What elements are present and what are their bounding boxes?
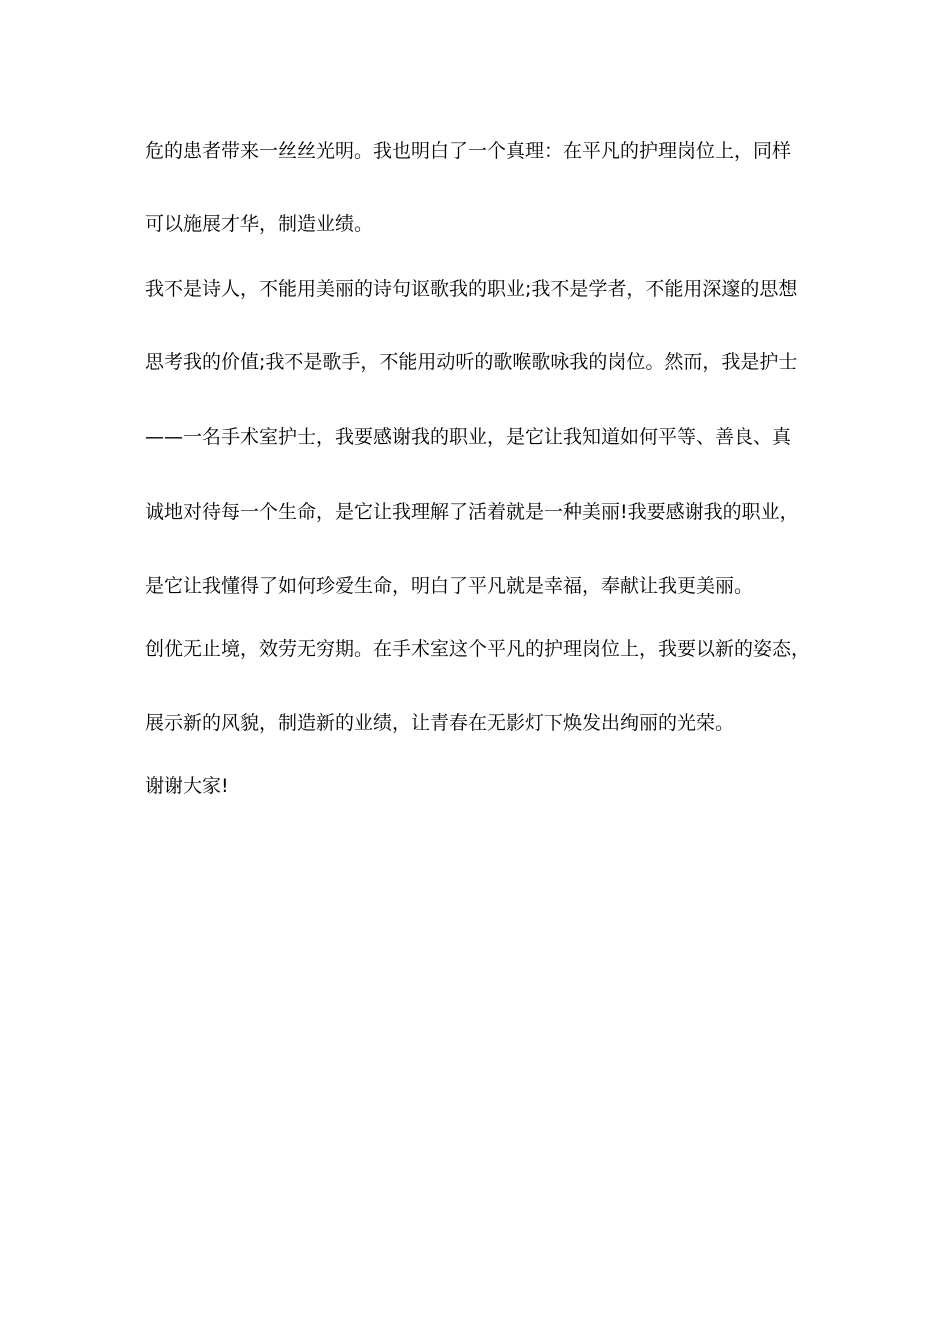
text-line-4: 思考我的价值;我不是歌手，不能用动听的歌喉歌咏我的岗位。然而，我是护士	[145, 351, 798, 373]
text-line-6: 诚地对待每一个生命，是它让我理解了活着就是一种美丽!我要感谢我的职业，	[145, 501, 799, 523]
text-line-1: 危的患者带来一丝丝光明。我也明白了一个真理：在平凡的护理岗位上，同样	[145, 140, 792, 162]
text-line-10: 谢谢大家!	[145, 775, 229, 797]
text-line-8: 创优无止境，效劳无穷期。在手术室这个平凡的护理岗位上，我要以新的姿态，	[145, 638, 811, 660]
text-line-9: 展示新的风貌，制造新的业绩，让青春在无影灯下焕发出绚丽的光荣。	[145, 712, 735, 734]
text-line-7: 是它让我懂得了如何珍爱生命，明白了平凡就是幸福，奉献让我更美丽。	[145, 575, 754, 597]
text-line-2: 可以施展才华，制造业绩。	[145, 213, 374, 235]
text-line-5: ——一名手术室护士，我要感谢我的职业，是它让我知道如何平等、善良、真	[145, 426, 792, 448]
text-line-3: 我不是诗人，不能用美丽的诗句讴歌我的职业;我不是学者，不能用深邃的思想	[145, 278, 798, 300]
